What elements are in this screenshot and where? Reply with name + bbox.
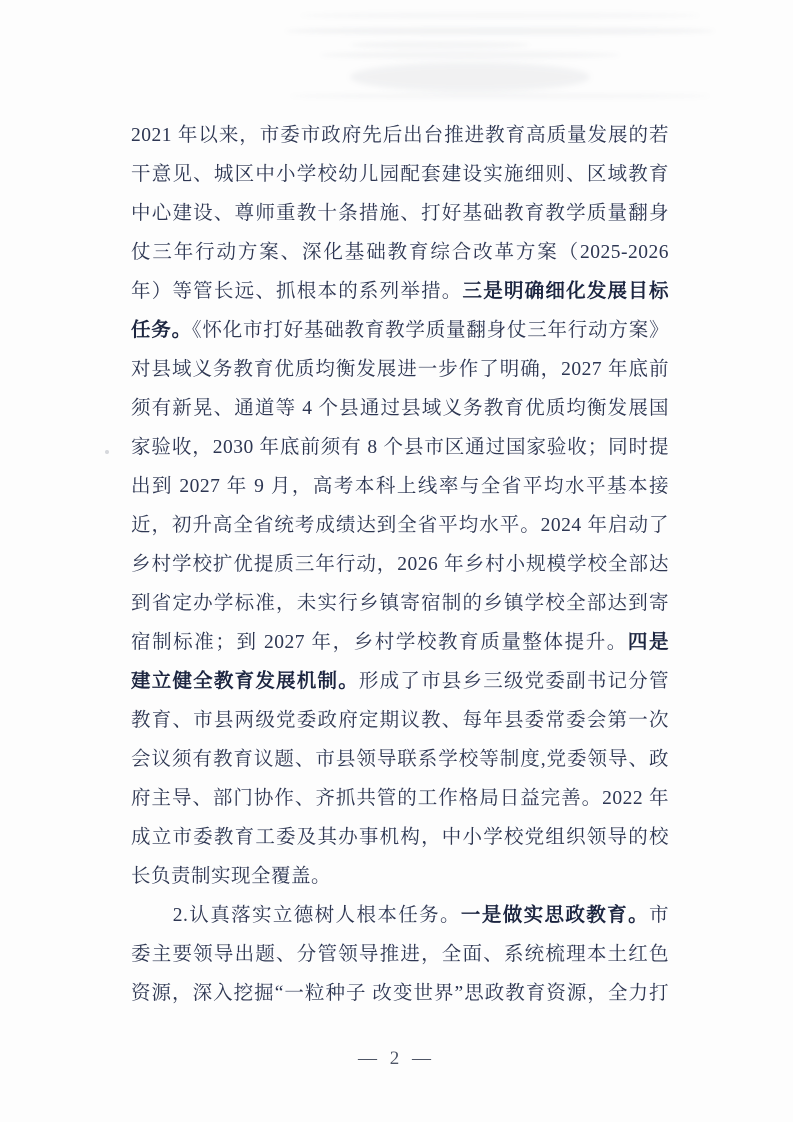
body-text: 对县域义务教育优质均衡发展进一步作了明确，2027 年底前 — [131, 359, 669, 380]
body-text: 资源，深入挖掘“一粒种子 改变世界”思政教育资源，全力打 — [131, 983, 669, 1004]
scan-artifact-speck — [105, 450, 109, 454]
text-line — [131, 974, 669, 1013]
text-line — [131, 818, 669, 857]
emphasis-text: 四是 — [627, 631, 669, 653]
body-text: 家验收，2030 年底前须有 8 个县市区通过国家验收；同时提 — [131, 437, 669, 458]
text-line — [131, 233, 669, 272]
body-text: 到省定办学标准，未实行乡镇寄宿制的乡镇学校全部达到寄 — [131, 593, 669, 614]
text-line — [131, 701, 669, 740]
scan-artifact-streak — [350, 41, 530, 49]
document-lines — [131, 116, 669, 1013]
text-line — [131, 740, 669, 779]
body-text: 年）等管长远、抓根本的系列举措。 — [131, 281, 463, 302]
text-line — [131, 155, 669, 194]
text-line — [131, 506, 669, 545]
page-number: — 2 — — [358, 1048, 435, 1069]
emphasis-text: 三是明确细化发展目标 — [462, 280, 669, 302]
body-text: 中心建设、尊师重教十条措施、打好基础教育教学质量翻身 — [131, 203, 669, 224]
body-text: 出到 2027 年 9 月，高考本科上线率与全省平均水平基本接 — [131, 476, 669, 497]
text-line — [131, 116, 669, 155]
body-text: 近，初升高全省统考成绩达到全省平均水平。2024 年启动了 — [131, 515, 669, 536]
scan-artifact-smudge — [350, 62, 590, 92]
text-line — [131, 545, 669, 584]
emphasis-text: 一是做实思政教育。 — [460, 904, 649, 926]
scan-artifact-streak — [290, 93, 710, 99]
body-text: 教育、市县两级党委政府定期议教、每年县委常委会第一次 — [131, 710, 669, 731]
text-line — [131, 857, 669, 896]
body-text: 委主要领导出题、分管领导推进，全面、系统梳理本土红色 — [131, 944, 669, 965]
body-text: 2021 年以来，市委市政府先后出台推进教育高质量发展的若 — [131, 125, 669, 146]
text-line — [131, 350, 669, 389]
text-line — [131, 623, 669, 662]
body-text: 乡村学校扩优提质三年行动，2026 年乡村小规模学校全部达 — [131, 554, 669, 575]
text-line — [131, 194, 669, 233]
body-text: 《怀化市打好基础教育教学质量翻身仗三年行动方案》 — [191, 320, 669, 341]
text-line — [131, 389, 669, 428]
body-text: 宿制标准；到 2027 年，乡村学校教育质量整体提升。 — [131, 632, 628, 653]
text-line — [131, 662, 669, 701]
scan-artifact-streak — [320, 51, 620, 59]
body-text: 长负责制实现全覆盖。 — [131, 866, 332, 887]
document-body — [131, 116, 669, 1013]
body-text: 府主导、部门协作、齐抓共管的工作格局日益完善。2022 年 — [131, 788, 669, 809]
body-text: 2.认真落实立德树人根本任务。 — [131, 905, 461, 926]
text-line — [131, 428, 669, 467]
scan-artifact-streak — [300, 12, 700, 19]
body-text: 形成了市县乡三级党委副书记分管 — [358, 671, 669, 692]
text-line — [131, 272, 669, 311]
emphasis-text: 任务。 — [131, 319, 192, 341]
emphasis-text: 建立健全教育发展机制。 — [131, 670, 359, 692]
body-text: 市 — [648, 905, 669, 926]
body-text: 干意见、城区中小学校幼儿园配套建设实施细则、区域教育 — [131, 164, 669, 185]
text-line — [131, 467, 669, 506]
text-line — [131, 896, 669, 935]
body-text: 成立市委教育工委及其办事机构，中小学校党组织领导的校 — [131, 827, 669, 848]
text-line — [131, 311, 669, 350]
body-text: 会议须有教育议题、市县领导联系学校等制度,党委领导、政 — [131, 749, 669, 770]
text-line — [131, 584, 669, 623]
text-line — [131, 779, 669, 818]
body-text: 须有新晃、通道等 4 个县通过县域义务教育优质均衡发展国 — [131, 398, 669, 419]
scan-artifact-streak — [285, 27, 715, 35]
page-footer — [0, 1048, 793, 1070]
body-text: 仗三年行动方案、深化基础教育综合改革方案（2025-2026 — [131, 242, 669, 263]
text-line — [131, 935, 669, 974]
